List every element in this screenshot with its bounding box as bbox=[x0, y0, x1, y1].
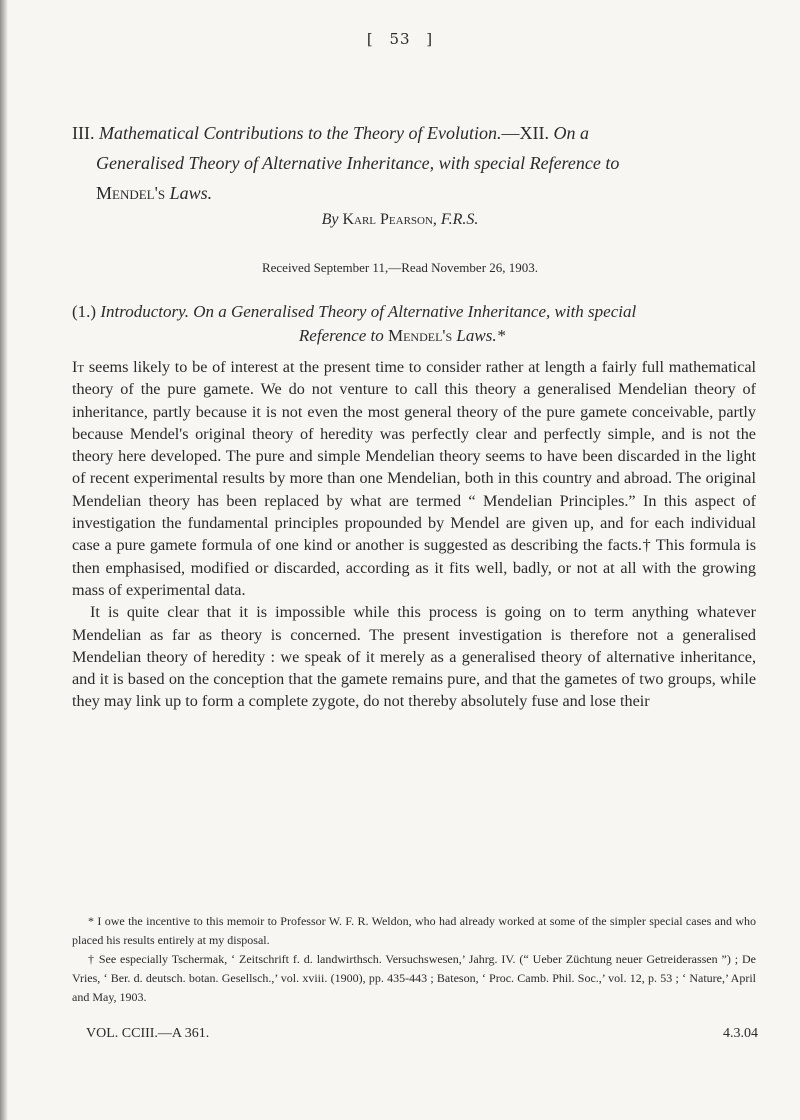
page-footer bbox=[86, 1026, 758, 1042]
author-name: Karl Pearson, bbox=[342, 211, 437, 228]
section-heading-laws: Laws.* bbox=[456, 326, 506, 345]
title-laws: Laws. bbox=[169, 183, 213, 203]
body-text bbox=[72, 356, 756, 713]
paragraph-text: It is quite clear that it is impossible while this process is going on to term anything whatever Mendelian as far as theory is concerned. The present investigation is therefore not a generalised Mendelian theory of heredity : we speak of it merely as a generalised theory of alternative inheritance, and it is based on the conception that the gamete remains pure, and that the gametes of two groups, while they may link up to form a complete zygote, do not thereby absolutely fuse and lose their bbox=[72, 603, 756, 711]
received-date: Received September 11,—Read November 26, 1903. bbox=[261, 260, 539, 275]
footnote: † See especially Tschermak, ‘ Zeitschrift f. d. landwirthsch. Versuchswesen,’ Jahrg. IV. (“ Ueber Züchtung neuer Getreiderassen ”) ; De Vries, ‘ Ber. d. deutsch. botan. Gesellsch.,’ vol. xviii. (1900), pp. 435-443 ; Bateson, ‘ Proc. Camb. Phil. Soc.,’ vol. 12, p. 53 ; ‘ Nature,’ April and May, 1903. bbox=[72, 952, 756, 1004]
paragraph-lead: It bbox=[72, 358, 85, 376]
title-part-number: —XII. bbox=[501, 123, 549, 143]
byline-by: By bbox=[321, 211, 339, 228]
title-line1: Mathematical Contributions to the Theory of Evolution. bbox=[98, 123, 502, 143]
volume-signature: VOL. CCIII.—A 361. bbox=[86, 1026, 210, 1041]
section-heading-mendel: Mendel's bbox=[387, 326, 453, 345]
footnotes bbox=[72, 912, 756, 1007]
page-number: [ 53 ] bbox=[366, 30, 434, 48]
author-byline bbox=[0, 211, 800, 229]
paragraph bbox=[72, 601, 756, 712]
article-title bbox=[72, 118, 772, 208]
print-date: 4.3.04 bbox=[723, 1026, 758, 1041]
paragraph bbox=[72, 356, 756, 601]
title-numeral: III. bbox=[72, 123, 95, 143]
title-line1-tail: On a bbox=[553, 123, 589, 143]
section-number: (1.) bbox=[72, 302, 97, 321]
title-line2 bbox=[72, 148, 772, 178]
paragraph-text: seems likely to be of interest at the present time to consider rather at length a fairly full mathematical theory of the pure gamete. We do not venture to call this theory a generalised Mendelian theory of inheritance, partly because it is not even the most general theory of the pure gamete conceivable, partly because Mendel's original theory of heredity was perfectly clear and perfectly simple, and is not the theory here developed. The pure and simple Mendelian theory seems to have been discarded in the light of recent experimental results by more than one Mendelian, both in this country and abroad. The original Mendelian theory has been replaced by what are termed “ Mendelian Principles.” In this aspect of investigation the fundamental principles propounded by Mendel are given up, and for each individual case a pure gamete formula of one kind or another is suggested as describing the facts.† This formula is then emphasised, modified or discarded, according as it fits well, badly, or not at all with the growing mass of experimental data. bbox=[72, 358, 756, 599]
footnote: * I owe the incentive to this memoir to Professor W. F. R. Weldon, who had already worked at some of the simpler special cases and who placed his results entirely at my disposal. bbox=[72, 914, 756, 947]
title-mendel-name: Mendel's bbox=[96, 183, 166, 203]
section-heading-reference: Reference to bbox=[298, 326, 384, 345]
section-heading bbox=[72, 300, 772, 348]
section-heading-line2 bbox=[72, 324, 772, 348]
section-heading-line1: Introductory. On a Generalised Theory of Alternative Inheritance, with special bbox=[100, 302, 637, 321]
author-degree: F.R.S. bbox=[440, 211, 479, 228]
title-line2-text: Generalised Theory of Alternative Inheritance, with special Reference to bbox=[96, 153, 620, 173]
title-line3 bbox=[72, 178, 772, 208]
